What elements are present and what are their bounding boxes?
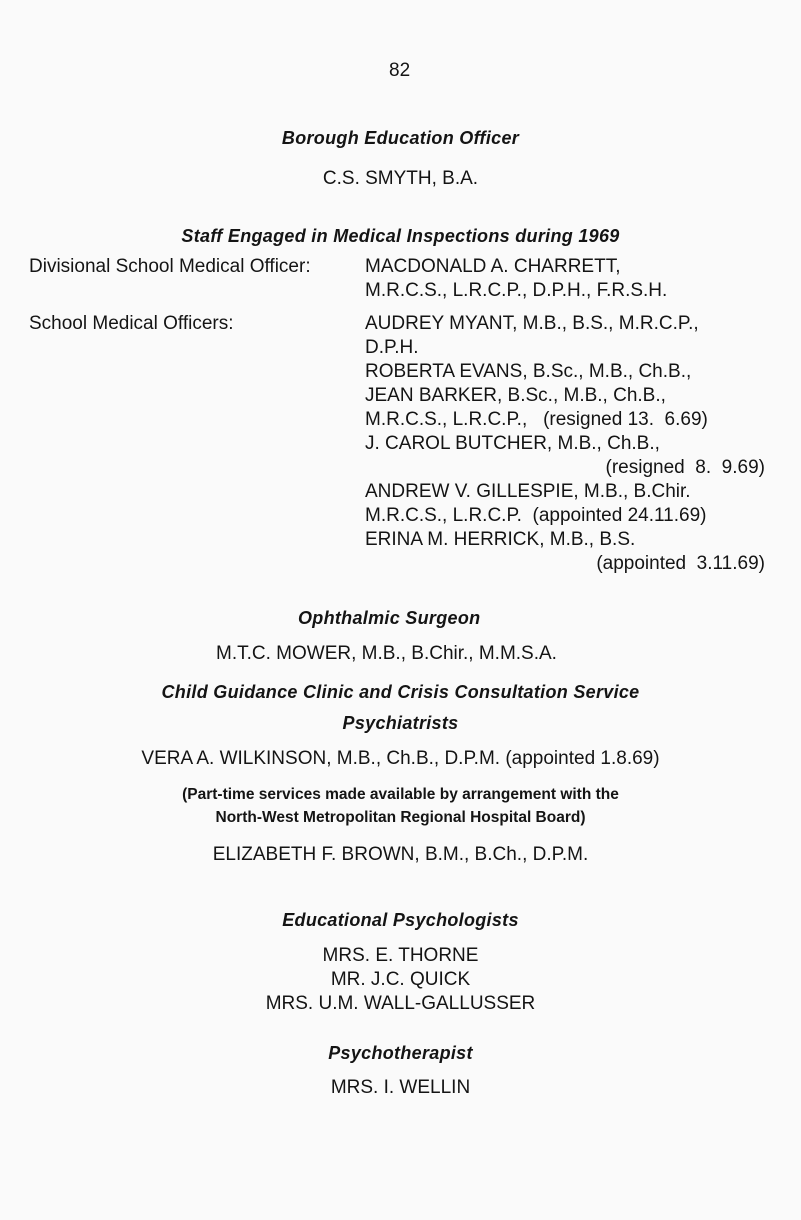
psychiatrist-name: VERA A. WILKINSON, M.B., Ch.B., D.P.M. (appointed 1.8.69)	[141, 748, 660, 769]
note-line: North-West Metropolitan Regional Hospital Board)	[215, 809, 586, 826]
note-line: (Part-time services made available by arrangement with the	[182, 786, 619, 803]
page-number: 82	[389, 60, 411, 81]
psychologist-name: MRS. E. THORNE	[322, 945, 479, 966]
school-officer-line: JEAN BARKER, B.Sc., M.B., Ch.B.,	[365, 385, 666, 406]
staff-heading: Staff Engaged in Medical Inspections during 1969	[181, 226, 620, 246]
school-officer-line: AUDREY MYANT, M.B., B.S., M.R.C.P.,	[365, 313, 699, 334]
divisional-officer-line: M.R.C.S., L.R.C.P., D.P.H., F.R.S.H.	[365, 280, 668, 301]
ophthalmic-name: M.T.C. MOWER, M.B., B.Chir., M.M.S.A.	[216, 643, 557, 664]
ophthalmic-heading: Ophthalmic Surgeon	[298, 608, 481, 628]
psychotherapist-name: MRS. I. WELLIN	[330, 1077, 471, 1098]
school-officer-line: ANDREW V. GILLESPIE, M.B., B.Chir.	[365, 481, 691, 502]
borough-officer-name: C.S. SMYTH, B.A.	[322, 168, 479, 189]
school-officer-line: J. CAROL BUTCHER, M.B., Ch.B.,	[365, 433, 660, 454]
school-officer-line: (appointed 3.11.69)	[596, 553, 765, 574]
school-officer-line: ROBERTA EVANS, B.Sc., M.B., Ch.B.,	[365, 361, 692, 382]
school-officer-line: M.R.C.S., L.R.C.P. (appointed 24.11.69)	[365, 505, 707, 526]
psychologist-name: MRS. U.M. WALL-GALLUSSER	[265, 993, 536, 1014]
psychotherapist-heading: Psychotherapist	[328, 1043, 473, 1063]
school-officer-line: ERINA M. HERRICK, M.B., B.S.	[365, 529, 636, 550]
psychologists-heading: Educational Psychologists	[282, 910, 519, 930]
school-officers-label: School Medical Officers:	[29, 313, 234, 334]
divisional-officer-line: MACDONALD A. CHARRETT,	[365, 256, 621, 277]
borough-officer-heading: Borough Education Officer	[281, 128, 520, 148]
school-officer-line: M.R.C.S., L.R.C.P., (resigned 13. 6.69)	[365, 409, 708, 430]
divisional-officer-label: Divisional School Medical Officer:	[29, 256, 311, 277]
psychiatrist-name: ELIZABETH F. BROWN, B.M., B.Ch., D.P.M.	[212, 844, 589, 865]
school-officer-line: D.P.H.	[365, 337, 419, 358]
school-officer-line: (resigned 8. 9.69)	[605, 457, 765, 478]
child-guidance-heading: Child Guidance Clinic and Crisis Consultation Service	[161, 682, 640, 702]
psychologist-name: MR. J.C. QUICK	[330, 969, 471, 990]
psychiatrists-heading: Psychiatrists	[342, 713, 459, 733]
